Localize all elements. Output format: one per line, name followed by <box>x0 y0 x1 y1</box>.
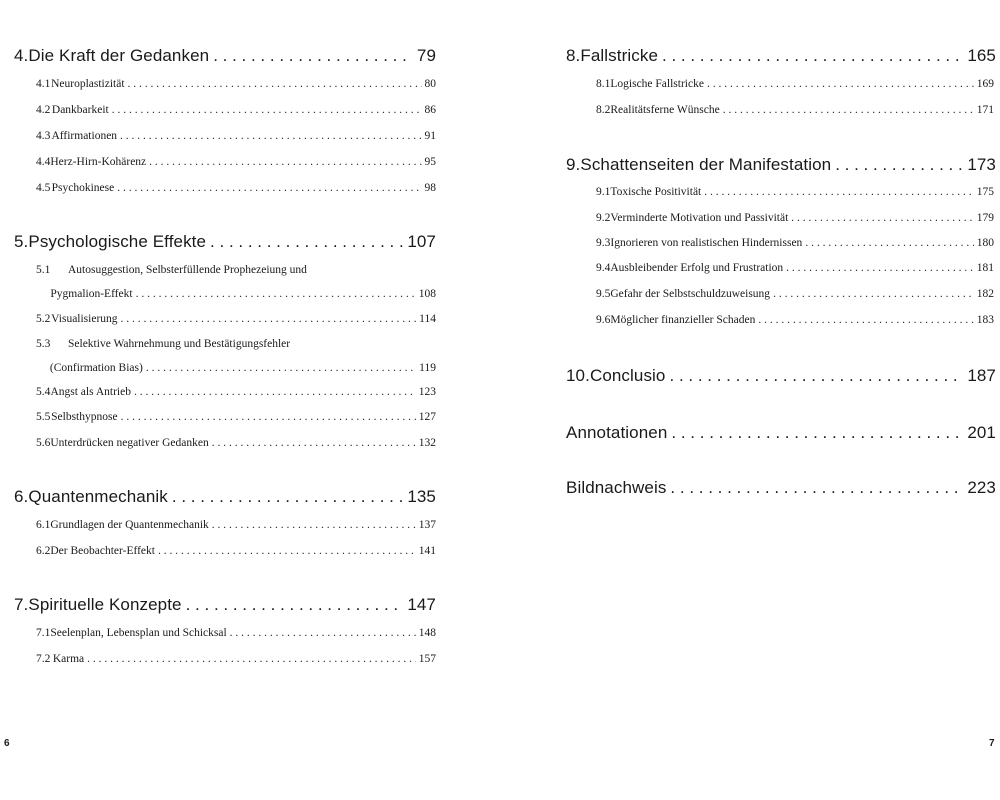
chapter-number: 6. <box>14 487 29 506</box>
chapter-number: 9. <box>566 155 581 174</box>
chapter-page-number: 147 <box>407 595 436 614</box>
chapter-page-number: 165 <box>967 46 996 65</box>
section-number: 4.3 <box>36 130 51 142</box>
chapter-page-number: 79 <box>416 46 436 65</box>
dot-leader <box>670 366 964 386</box>
section-title: Affirmationen <box>51 130 118 142</box>
section-page-number: 80 <box>424 78 436 90</box>
dot-leader <box>120 130 421 142</box>
toc-chapter-entry[interactable] <box>566 155 996 175</box>
toc-chapter-entry[interactable] <box>566 478 996 498</box>
chapter-title: Die Kraft der Gedanken <box>28 46 210 65</box>
section-number: 7.1 <box>36 627 51 639</box>
section-title: Der Beobachter-Effekt <box>50 545 155 557</box>
toc-chapter-entry[interactable] <box>566 366 996 386</box>
section-page-number: 114 <box>419 313 436 325</box>
dot-leader <box>213 46 413 66</box>
toc-section-entry[interactable] <box>36 78 436 90</box>
chapter-number: 10. <box>566 366 590 385</box>
section-number: 5.2 <box>36 313 51 325</box>
toc-section-entry[interactable] <box>36 545 436 557</box>
section-page-number: 148 <box>418 627 436 639</box>
dot-leader <box>121 313 417 325</box>
section-page-number: 95 <box>424 156 436 168</box>
section-title: (Confirmation Bias) <box>49 362 143 374</box>
section-page-number: 179 <box>976 212 994 224</box>
chapter-page-number: 135 <box>407 487 436 506</box>
section-page-number: 171 <box>976 104 994 116</box>
right-page <box>500 0 1000 800</box>
page-number-right: 7 <box>989 738 995 749</box>
dot-leader <box>835 155 963 175</box>
section-number: 4.5 <box>36 182 51 194</box>
dot-leader <box>158 545 416 557</box>
toc-section-entry[interactable] <box>596 314 994 326</box>
dot-leader <box>662 46 963 66</box>
section-number: 7.2 <box>36 653 51 665</box>
toc-section-entry[interactable] <box>596 262 994 274</box>
section-title: Pygmalion-Effekt <box>50 288 133 300</box>
dot-leader <box>773 288 974 300</box>
dot-leader <box>134 386 416 398</box>
section-title: Gefahr der Selbstschuldzuweisung <box>610 288 771 300</box>
section-number: 5.1 <box>36 264 51 276</box>
dot-leader <box>146 362 416 374</box>
toc-section-entry[interactable] <box>596 237 994 249</box>
toc-section-entry[interactable] <box>36 313 436 325</box>
section-number: 9.3 <box>596 237 611 249</box>
section-page-number: 141 <box>418 545 436 557</box>
page-number-left: 6 <box>4 738 10 749</box>
dot-leader <box>112 104 422 116</box>
dot-leader <box>704 186 974 198</box>
toc-section-entry[interactable] <box>596 186 994 198</box>
section-number: 8.2 <box>596 104 611 116</box>
section-title: Dankbarkeit <box>51 104 109 116</box>
dot-leader <box>117 182 421 194</box>
dot-leader <box>128 78 422 90</box>
section-title: Selbsthypnose <box>51 411 118 423</box>
chapter-title: Quantenmechanik <box>28 487 168 506</box>
section-page-number: 157 <box>418 653 436 665</box>
toc-section-entry[interactable] <box>596 78 994 90</box>
toc-section-entry[interactable] <box>36 386 436 398</box>
section-title: Neuroplastizität <box>51 78 125 90</box>
toc-section-entry[interactable] <box>36 182 436 194</box>
section-title: Herz-Hirn-Kohärenz <box>50 156 147 168</box>
section-number: 4.2 <box>36 104 51 116</box>
section-title: Ausbleibender Erfolg und Frustration <box>610 262 784 274</box>
chapter-title: Psychologische Effekte <box>28 232 207 251</box>
section-number: 4.1 <box>36 78 51 90</box>
toc-chapter-entry[interactable] <box>566 46 996 66</box>
toc-section-entry[interactable] <box>36 627 436 639</box>
dot-leader <box>723 104 974 116</box>
toc-chapter-entry[interactable] <box>14 487 436 507</box>
dot-leader <box>210 232 403 252</box>
dot-leader <box>671 423 963 443</box>
dot-leader <box>136 288 416 300</box>
section-title-line1: Autosuggestion, Selbsterfüllende Prophezeiung und <box>68 264 307 276</box>
toc-chapter-entry[interactable] <box>14 595 436 615</box>
chapter-title: Conclusio <box>589 366 666 385</box>
chapter-number: 8. <box>566 46 581 65</box>
toc-section-entry[interactable] <box>36 104 436 116</box>
section-page-number: 108 <box>418 288 436 300</box>
chapter-page-number: 223 <box>967 478 996 497</box>
chapter-page-number: 201 <box>967 423 996 442</box>
section-number: 9.6 <box>596 314 611 326</box>
chapter-title: Schattenseiten der Manifestation <box>580 155 832 174</box>
chapter-title: Annotationen <box>566 423 668 442</box>
chapter-number: 7. <box>14 595 29 614</box>
chapter-page-number: 173 <box>967 155 996 174</box>
section-page-number: 169 <box>976 78 994 90</box>
dot-leader <box>670 478 963 498</box>
dot-leader <box>121 411 416 423</box>
dot-leader <box>172 487 403 507</box>
section-page-number: 181 <box>976 262 994 274</box>
chapter-number: 5. <box>14 232 29 251</box>
chapter-page-number: 187 <box>967 366 996 385</box>
toc-section-entry[interactable] <box>36 519 436 531</box>
chapter-title: Bildnachweis <box>566 478 667 497</box>
dot-leader <box>186 595 404 615</box>
section-title: Visualisierung <box>51 313 118 325</box>
chapter-number: 4. <box>14 46 29 65</box>
section-title: Angst als Antrieb <box>50 386 131 398</box>
section-number: 9.5 <box>596 288 611 300</box>
toc-section-entry[interactable] <box>596 212 994 224</box>
toc-section-entry[interactable] <box>36 437 436 449</box>
section-title: Realitätsferne Wünsche <box>610 104 720 116</box>
section-page-number: 119 <box>419 362 436 374</box>
toc-section-entry[interactable] <box>36 130 436 142</box>
toc-section-entry[interactable] <box>596 288 994 300</box>
section-page-number: 175 <box>976 186 994 198</box>
section-number: 9.2 <box>596 212 611 224</box>
toc-chapter-entry[interactable] <box>14 232 436 252</box>
section-number: 5.3 <box>36 338 51 350</box>
dot-leader <box>707 78 974 90</box>
dot-leader <box>87 653 416 665</box>
section-page-number: 127 <box>418 411 436 423</box>
section-number: 5.4 <box>36 386 51 398</box>
section-number: 6.1 <box>36 519 51 531</box>
section-title: Verminderte Motivation und Passivität <box>610 212 789 224</box>
chapter-page-number: 107 <box>407 232 436 251</box>
section-page-number: 137 <box>418 519 436 531</box>
section-page-number: 98 <box>424 182 436 194</box>
section-page-number: 123 <box>418 386 436 398</box>
section-number: 8.1 <box>596 78 611 90</box>
dot-leader <box>212 519 416 531</box>
toc-section-entry[interactable] <box>36 411 436 423</box>
dot-leader <box>805 237 973 249</box>
section-page-number: 132 <box>418 437 436 449</box>
chapter-title: Fallstricke <box>580 46 658 65</box>
section-page-number: 182 <box>976 288 994 300</box>
section-title-line1: Selektive Wahrnehmung und Bestätigungsfehler <box>68 338 291 350</box>
section-title: Möglicher finanzieller Schaden <box>610 314 756 326</box>
toc-section-entry[interactable] <box>596 104 994 116</box>
dot-leader <box>758 314 973 326</box>
section-number: 9.4 <box>596 262 611 274</box>
toc-chapter-entry[interactable] <box>14 46 436 66</box>
section-title: Toxische Positivität <box>610 186 702 198</box>
toc-chapter-entry[interactable] <box>566 423 996 443</box>
section-title: Ignorieren von realistischen Hindernissen <box>610 237 803 249</box>
toc-section-entry[interactable] <box>36 362 436 374</box>
section-number: 5.5 <box>36 411 51 423</box>
toc-section-entry[interactable] <box>36 156 436 168</box>
section-title: Karma <box>52 653 85 665</box>
dot-leader <box>230 627 416 639</box>
section-page-number: 86 <box>424 104 436 116</box>
section-page-number: 180 <box>976 237 994 249</box>
section-page-number: 183 <box>976 314 994 326</box>
toc-section-entry-line1[interactable] <box>36 264 307 276</box>
toc-section-entry-line1[interactable] <box>36 338 290 350</box>
dot-leader <box>212 437 416 449</box>
toc-section-entry[interactable] <box>36 288 436 300</box>
section-title: Psychokinese <box>51 182 115 194</box>
dot-leader <box>149 156 421 168</box>
dot-leader <box>791 212 973 224</box>
section-title: Unterdrücken negativer Gedanken <box>50 437 209 449</box>
section-title: Grundlagen der Quantenmechanik <box>50 519 209 531</box>
section-page-number: 91 <box>424 130 436 142</box>
toc-section-entry[interactable] <box>36 653 436 665</box>
section-number: 4.4 <box>36 156 51 168</box>
section-title: Seelenplan, Lebensplan und Schicksal <box>50 627 227 639</box>
section-number: 6.2 <box>36 545 51 557</box>
section-number: 9.1 <box>596 186 611 198</box>
section-number: 5.6 <box>36 437 51 449</box>
dot-leader <box>786 262 974 274</box>
section-title: Logische Fallstricke <box>610 78 704 90</box>
chapter-title: Spirituelle Konzepte <box>28 595 182 614</box>
